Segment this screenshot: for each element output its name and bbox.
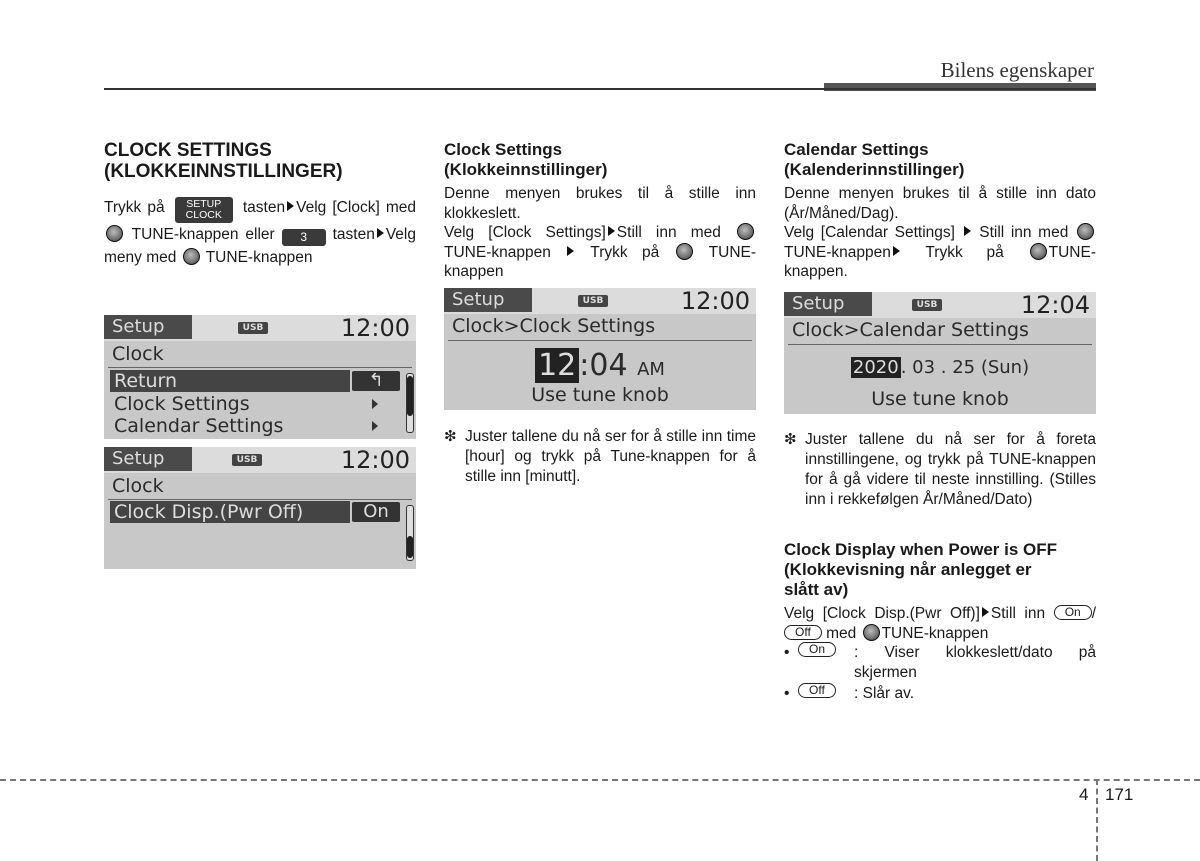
setup-tab: Setup [444, 288, 532, 312]
usb-icon: USB [912, 299, 942, 311]
arrow-right-icon [982, 607, 989, 617]
column-clock-sub [444, 140, 756, 282]
usb-icon: USB [238, 322, 268, 334]
usb-icon: USB [232, 454, 262, 466]
hour-field: 12 [535, 348, 579, 383]
breadcrumb: Clock>Calendar Settings [792, 319, 1029, 341]
menu-item-clock-disp: Clock Disp.(Pwr Off) [110, 501, 350, 523]
section-heading: Clock Display when Power is OFF (Klokkevisning når anlegget er slått av) [784, 540, 1058, 599]
footer-rule [0, 779, 1200, 781]
date-rest: . 03 . 25 (Sun) [900, 357, 1030, 378]
description: Denne menyen brukes til å stille inn klokkeslett. [444, 185, 756, 222]
breadcrumb: Clock [112, 475, 164, 497]
usb-icon: USB [578, 295, 608, 307]
scrollbar [406, 505, 414, 561]
instruction-paragraph: Velg [Clock Disp.(Pwr Off)] Still inn On /Off med TUNE-knappen [784, 605, 1097, 642]
setup-tab: Setup [784, 292, 872, 316]
arrow-right-icon [287, 201, 294, 211]
note-block: ❇ Juster tallene du nå ser for å foreta innstillingene, og trykk på TUNE-knappen for å gå videre til neste innstilling. (Stilles inn i rekkefølgen År/Måned/Dato) Clock Display when Power is OFF (Klokkevisning når anlegget er slått av) Velg [Clock Disp.(Pwr Off)] Still inn On /Off med TUNE-knappen • On : Viser klokkeslett/dato på skjermen • Off : Slår av. [784, 431, 1097, 702]
note-star-icon: ❇ [784, 431, 797, 448]
hint-text: Use tune knob [871, 388, 1009, 410]
bullet-off: • Off : Slår av. [784, 683, 915, 702]
chapter-number: 4 [1079, 785, 1089, 804]
menu-item-calendar-settings: Calendar Settings [114, 415, 284, 437]
menu-item-clock-settings: Clock Settings [114, 393, 250, 415]
arrow-right-icon [377, 228, 384, 238]
off-pill-icon: Off [784, 625, 822, 640]
setup-clock-key-icon: SETUP CLOCK [175, 197, 233, 223]
tune-knob-icon [676, 243, 693, 260]
arrow-right-icon [608, 226, 615, 236]
lcd-screen-clock-display [104, 447, 416, 569]
tune-knob-icon [737, 223, 754, 240]
instruction-paragraph: Trykk på SETUP CLOCK tasten Velg [Clock] med TUNE-knappen eller 3 tasten Velg meny med TUNE-knappen [104, 198, 417, 266]
setup-tab: Setup [104, 447, 192, 471]
setup-tab: Setup [104, 315, 192, 339]
section-heading: Clock Settings (Klokkeinnstillinger) [444, 140, 608, 179]
clock-time: 12:00 [340, 315, 410, 342]
date-setter [784, 356, 1096, 380]
breadcrumb: Clock>Clock Settings [452, 315, 656, 337]
key-3-icon: 3 [282, 229, 326, 246]
instruction-paragraph: Velg [Calendar Settings] Still inn med TUNE-knappen Trykk på TUNE-knappen. [784, 224, 1096, 280]
bullet-on: • On : Viser klokkeslett/dato på skjermen [784, 642, 1096, 681]
value-on: On [352, 502, 400, 522]
clock-time: 12:00 [340, 447, 410, 474]
arrow-right-icon [893, 246, 900, 256]
column-calendar [784, 140, 1096, 282]
chevron-right-icon [372, 421, 378, 431]
lcd-screen-clock-menu [104, 315, 416, 439]
tune-knob-icon [863, 624, 880, 641]
scrollbar [406, 373, 414, 433]
instruction-paragraph: Velg [Clock Settings] Still inn med TUNE-knappen Trykk på TUNE-knappen [444, 224, 757, 280]
menu-item-return: Return [110, 370, 350, 392]
description: Denne menyen brukes til å stille inn dato (År/Måned/Dag). [784, 185, 1096, 222]
lcd-screen-clock-settings [444, 288, 756, 410]
time-setter: 12 :04 AM [444, 348, 756, 388]
section-heading: Calendar Settings (Kalenderinnstillinger) [784, 140, 965, 179]
ampm-field: AM [637, 359, 665, 380]
return-icon: ↰ [352, 371, 400, 391]
on-pill-icon: On [798, 642, 836, 657]
note-block: ❇ Juster tallene du nå ser for å stille inn time [hour] og trykk på Tune-knappen for å stille inn [minutt]. [444, 428, 756, 485]
clock-time: 12:04 [1020, 292, 1090, 319]
year-field: 2020 [852, 357, 899, 378]
tune-knob-icon [183, 248, 200, 265]
on-pill-icon: On [1054, 605, 1092, 620]
tune-knob-icon [106, 225, 123, 242]
tune-knob-icon [1030, 243, 1047, 260]
off-pill-icon: Off [798, 683, 836, 698]
hint-text: Use tune knob [531, 384, 669, 406]
lcd-screen-calendar-settings [784, 292, 1096, 414]
footer-divider [1096, 779, 1098, 861]
chevron-right-icon [372, 399, 378, 409]
arrow-right-icon [964, 226, 971, 236]
running-header: Bilens egenskaper [940, 58, 1094, 82]
breadcrumb: Clock [112, 343, 164, 365]
page-number: 171 [1105, 785, 1134, 804]
header-rule [104, 88, 1096, 90]
arrow-right-icon [567, 246, 574, 256]
section-heading: CLOCK SETTINGS (KLOKKEINNSTILLINGER) [104, 140, 343, 182]
note-star-icon: ❇ [444, 428, 457, 445]
column-clock-settings [104, 140, 416, 269]
tune-knob-icon [1077, 223, 1094, 240]
minute-field: 04 [589, 348, 628, 383]
clock-time: 12:00 [680, 288, 750, 315]
